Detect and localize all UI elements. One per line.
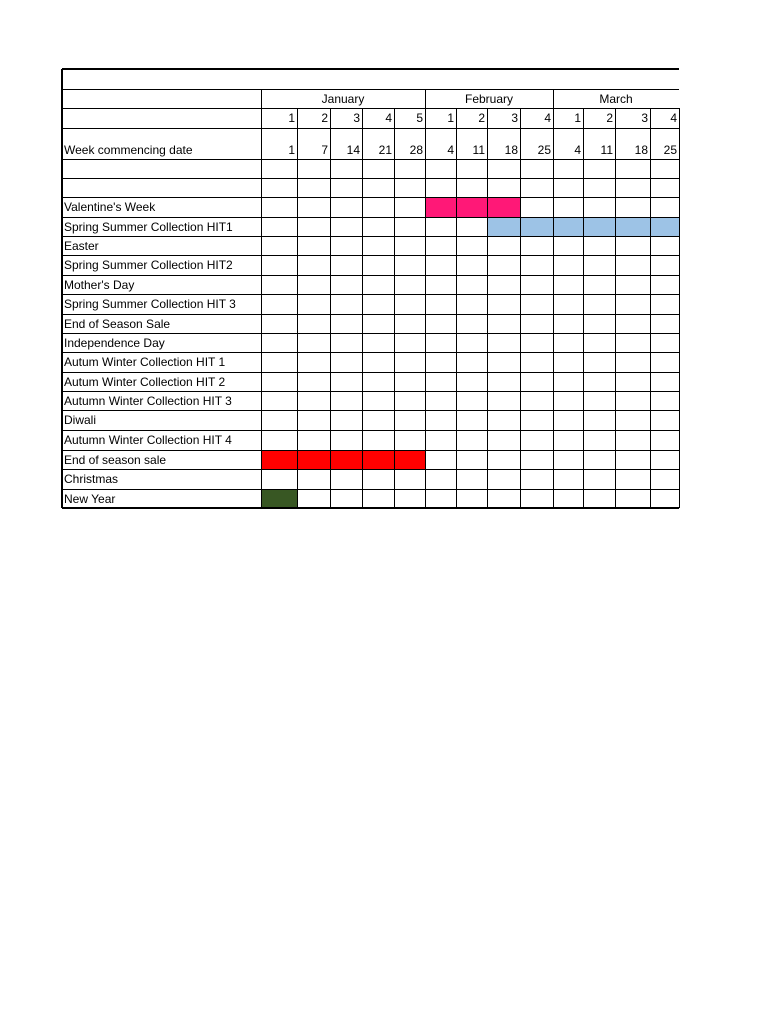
event-label: Diwali [64, 413, 97, 427]
week-number: 4 [385, 111, 392, 125]
week-date: 18 [504, 143, 518, 157]
grid-column-line [297, 108, 298, 508]
grid-column-line [456, 108, 457, 508]
grid-row-line [62, 178, 679, 179]
event-label: Mother's Day [64, 277, 135, 292]
gantt-bar [261, 489, 297, 508]
event-label: Christmas [64, 472, 119, 486]
gantt-bar [261, 450, 425, 469]
month-header: February [464, 91, 514, 106]
grid-row-line [62, 507, 679, 509]
week-date: 4 [447, 143, 454, 157]
week-date: 25 [663, 143, 677, 157]
grid-column-line [61, 69, 63, 508]
grid-row-line [62, 469, 679, 470]
week-number: 1 [447, 111, 454, 125]
event-label: Spring Summer Collection HIT2 [64, 258, 233, 272]
week-number: 2 [606, 111, 613, 125]
week-date: 11 [472, 143, 485, 157]
grid-column-line [650, 108, 651, 508]
grid-row-line [62, 450, 679, 451]
week-date: 28 [409, 143, 423, 157]
event-label: Autum Winter Collection HIT 2 [64, 374, 226, 389]
event-label: Valentine's Week [64, 200, 156, 214]
week-date: 11 [600, 143, 613, 157]
week-date: 21 [378, 143, 392, 157]
grid-row-line [62, 197, 679, 198]
grid-column-line [394, 108, 395, 508]
grid-row-line [62, 430, 679, 431]
grid-column-line [425, 89, 426, 508]
grid-column-line [583, 108, 584, 508]
week-date: 4 [574, 143, 581, 157]
event-label: End of Season Sale [64, 316, 171, 331]
event-label: Autumn Winter Collection HIT 3 [64, 393, 232, 408]
month-header: January [321, 91, 365, 106]
week-date: 1 [288, 143, 295, 157]
week-number: 5 [416, 111, 423, 125]
grid-column-line [520, 108, 521, 508]
grid-row-line [62, 489, 679, 490]
grid-row-line [62, 217, 679, 218]
week-date: 25 [537, 143, 551, 157]
event-label: Autum Winter Collection HIT 1 [64, 355, 226, 369]
grid-row-line [62, 255, 679, 256]
week-date: 14 [346, 143, 360, 157]
grid-column-line [679, 108, 680, 508]
event-label: Easter [64, 238, 99, 253]
grid-row-line [62, 68, 679, 70]
grid-column-line [362, 108, 363, 508]
event-label: Spring Summer Collection HIT1 [64, 219, 233, 234]
month-header: March [599, 91, 633, 106]
grid-row-line [62, 333, 679, 334]
week-number: 1 [288, 111, 295, 125]
grid-row-line [62, 372, 679, 373]
grid-column-line [615, 108, 616, 508]
grid-column-line [330, 108, 331, 508]
event-label: End of season sale [64, 452, 167, 467]
event-label: Autumn Winter Collection HIT 4 [64, 433, 232, 447]
week-number: 2 [321, 111, 328, 125]
week-number: 4 [544, 111, 551, 125]
event-label: Independence Day [64, 335, 165, 350]
week-number: 3 [641, 111, 648, 125]
grid-column-line [261, 89, 262, 508]
event-label: Spring Summer Collection HIT 3 [64, 297, 236, 311]
week-number: 4 [670, 111, 677, 125]
grid-row-line [62, 236, 679, 237]
week-number: 3 [511, 111, 518, 125]
week-number: 2 [478, 111, 485, 125]
event-label: New Year [64, 491, 116, 506]
week-number: 3 [353, 111, 360, 125]
grid-row-line [62, 128, 679, 129]
week-number: 1 [574, 111, 581, 125]
grid-column-line [553, 89, 554, 508]
grid-row-line [62, 314, 679, 315]
grid-row-line [62, 108, 679, 109]
gantt-bar [425, 197, 520, 217]
grid-row-line [62, 410, 679, 411]
grid-row-line [62, 391, 679, 392]
grid-column-line [487, 108, 488, 508]
grid-row-line [62, 275, 679, 276]
grid-row-line [62, 352, 679, 353]
week-date: 18 [634, 143, 648, 157]
grid-row-line [62, 89, 679, 90]
week-date: 7 [321, 143, 328, 157]
week-commencing-label: Week commencing date [64, 143, 193, 157]
grid-row-line [62, 294, 679, 295]
grid-row-line [62, 159, 679, 160]
